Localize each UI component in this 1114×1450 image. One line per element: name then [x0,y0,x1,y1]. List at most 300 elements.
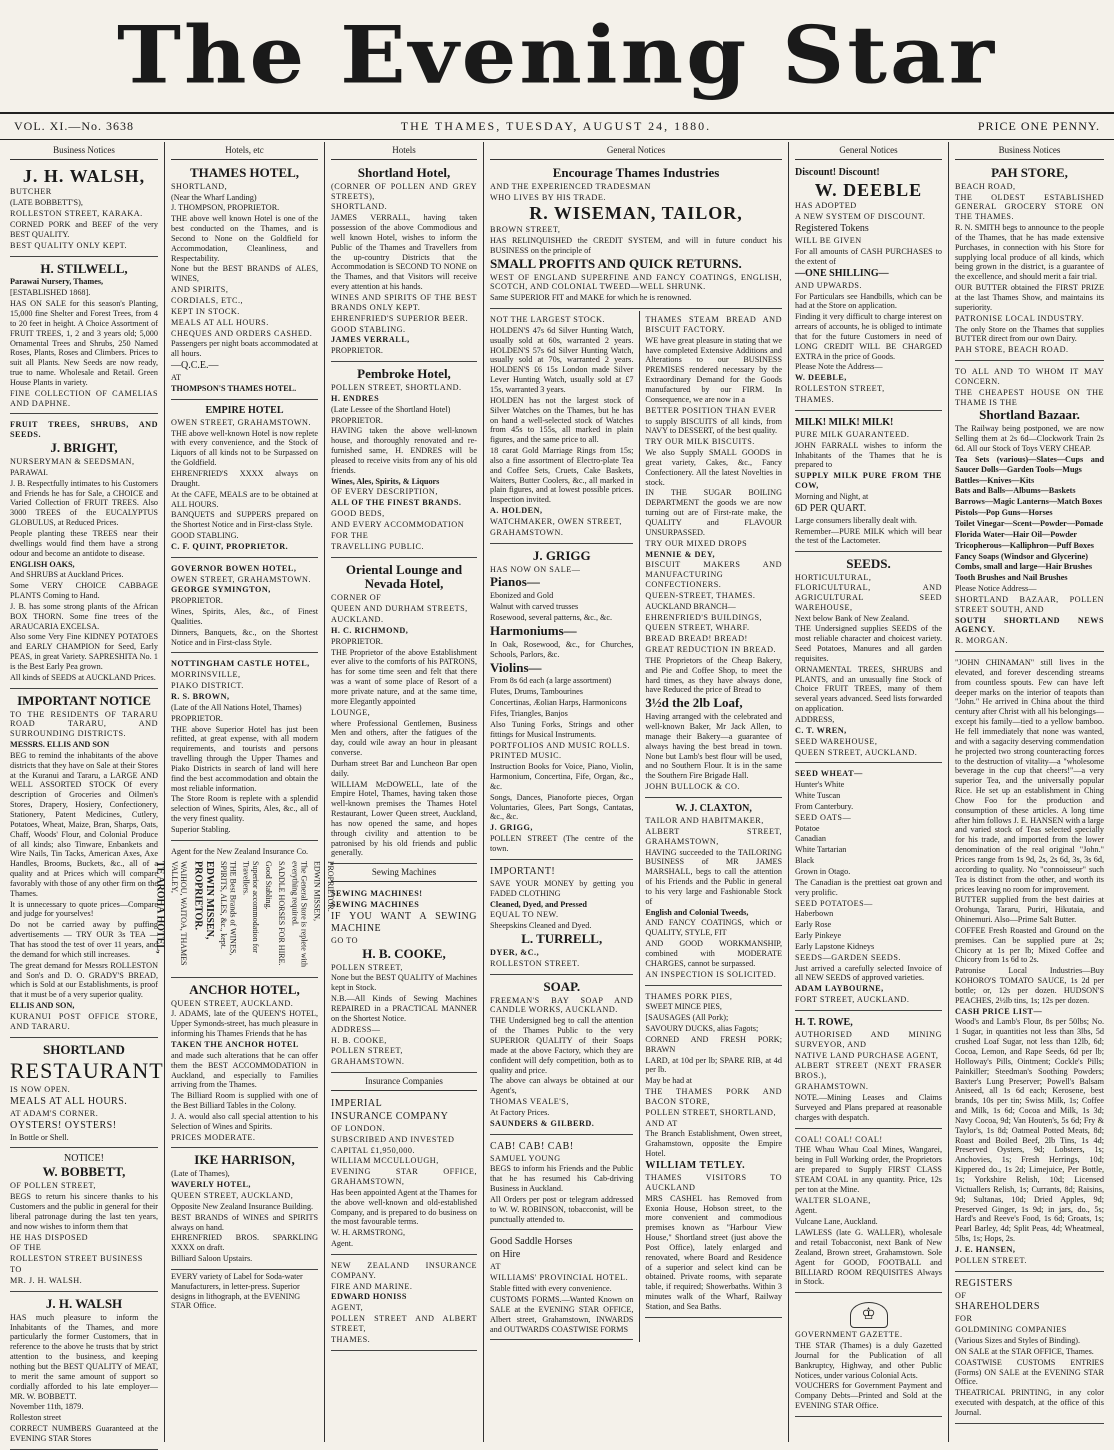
ad-line: NATIVE LAND PURCHASE AGENT, [795,1050,939,1060]
ad-pembroke-hotel [331,364,477,557]
ad-line: Next below Bank of New Zealand. [795,613,910,623]
ad-line: on Hire [490,1249,521,1261]
ad-line: SAVE YOUR MONEY by getting you FADED CLOTHING [490,878,634,898]
ad-line: None but the BEST QUALITY of Machines kept in Stock. [331,973,477,993]
ad-line: AT [171,373,182,383]
ad-title: J. H. WALSH, [22,165,146,186]
ad-line: Fifes, Triangles, Banjos [490,709,568,719]
ad-bakery [645,311,782,798]
ad-line: Please Note the Address— [795,362,883,372]
ad-line: KEPT IN STOCK. [171,306,240,316]
ad-line: AUCKLAND BRANCH— [645,601,736,611]
ad-line: SADDLE HORSES FOR HIRE. [277,860,287,966]
ad-line: POLLEN STREET (The centre of the town. [490,834,634,853]
ad-line: FOR [955,1314,973,1324]
ad-line: Having arranged with the celebrated and well-known Baker, Mr Jack Allen, to manage their Bakery—a guarantee of always having the best bread in town. None but Lamb's best flour will be used, and no Southern Flour. It is in the same the Southern Fire Brigade Hall. [645,712,782,781]
ad-line: J. E. HANSEN, [955,1244,1016,1254]
ad-line: BEGS to inform his Friends and the Public that he has resumed his Cab-driving Business in Auckland. [490,1164,634,1194]
ad-line: Violins— [490,659,542,675]
ad-title: Oriental Lounge and Nevada Hotel, [345,561,463,592]
ad-title: IMPORTANT NOTICE [17,692,151,708]
ad-line: WILLIAM TETLEY. [645,1160,746,1172]
column-heading: Hotels, etc [171,144,318,160]
ad-line: SEED OATS— [795,812,852,822]
ad-line: —ONE SHILLING— [795,267,889,279]
ad-line: 3½d the 2lb Loaf, [645,695,743,711]
ad-line: PROPRIETOR. [331,346,383,356]
ad-line: ROLLESTON STREET BUSINESS [10,1254,143,1264]
ad-title: SEEDS. [846,556,891,572]
ad-line: (Late of Thames), [171,1169,230,1179]
ad-line: MILK! MILK! MILK! [795,416,894,428]
ad-line: WILLIAM MCCULLOUGH, [331,1156,439,1166]
ad-line: THAMES STEAM BREAD AND BISCUIT FACTORY. [645,315,782,334]
ad-line: Concertinas, Æolian Harps, Harmonicons [490,698,627,708]
ad-line: OF POLLEN STREET, [10,1181,96,1191]
ad-line: PORTFOLIOS AND MUSIC ROLLS. [490,740,630,750]
ad-line: BANQUETS and SUPPERS prepared on the Shortest Notice and in First-class Style. [171,510,318,530]
ad-line: (CORNER OF POLLEN AND GREY STREETS), [331,181,477,201]
ad-line: HAVING succeeded to the TAILORING BUSINESS of MR JAMES MARSHALL, begs to call the attention of his Friends and the Public in general to his very large and Fashionable Stock of [645,847,782,906]
ad-line: Remember—PURE MILK which will bear the test of the Lactometer. [795,526,942,546]
ad-line: SAVOURY DUCKS, alias Fagots; [645,1024,759,1034]
ad-line: Agent. [331,1239,354,1249]
ad-line: CORNED AND FRESH PORK; BRAWN [645,1034,782,1054]
ad-line: CORDIALS, ETC., [171,296,244,306]
ad-line: HAVING taken the above well-known house, and thoroughly renovated and re-furnished same, H. ENDRES will be pleased to receive visits from any of his old friends. [331,426,477,475]
ad-line: In Bottle or Shell. [10,1132,69,1142]
ad-line: HAS ADOPTED [795,201,857,211]
ad-line: —Q.C.E.— [171,360,219,372]
ad-title: SOAP. [543,978,581,994]
ad-line: From Canterbury. [795,801,854,811]
ad-line: AND THE EXPERIENCED TRADESMAN [490,181,651,191]
ad-line: IN THE SUGAR BOILING DEPARTMENT the goods we are now turning out are of First-rate make, the QUALITY and FLAVOUR UNSURPASSED. [645,488,782,537]
ad-line: White Tuscan [795,791,841,801]
ad-cab [490,1137,633,1231]
ad-title: L. TURRELL, [521,931,603,947]
ad-line: GOOD STABLING. [171,531,239,541]
ad-line: THAMES. [331,1334,371,1344]
ad-title: J. BRIGHT, [50,440,118,456]
ad-line: QUEEN AND DURHAM STREETS, [331,604,468,614]
ad-line: MEALS AT ALL HOURS. [171,317,269,327]
ad-line: Also some Very Fine KIDNEY POTATOES and EARLY CHAMPION for Seed, Early PEAS, in great Variety. SAPRESHITA No. 1 is the Best Early Pea grown. [10,632,158,671]
ad-line: R. MORGAN. [955,636,1008,646]
ad-oriental-lounge [331,560,477,865]
ad-line: FREEMAN'S BAY SOAP AND CANDLE WORKS, AUCKLAND. [490,995,634,1015]
ad-line: SEED WAREHOUSE, [795,736,878,746]
ad-line: SEEDS—GARDEN SEEDS. [795,952,901,962]
ad-line: OF [955,1290,967,1300]
ad-line: Barrows—Magic Lanterns—Match Boxes [955,497,1103,507]
ad-line: Opposite New Zealand Insurance Building. [171,1201,314,1211]
ad-line: Wines, Ales, Spirits, & Liquors [331,476,440,486]
ad-line: PRINTED MUSIC. [490,751,562,761]
ad-line: Also Tuning Forks, Strings and other fittings for Musical Instruments. [490,719,634,739]
ad-line: SHORTLAND. [331,202,388,212]
ad-line: Grown in Otago. [795,866,851,876]
ad-line: Sheepskins Cleaned and Dyed. [490,921,592,931]
ad-title: R. WISEMAN, TAILOR, [529,203,743,224]
ad-line: MORRINSVILLE, [171,670,241,680]
ad-sewing-machines [331,885,477,1073]
column-heading: General Notices [795,144,942,160]
ad-line: OYSTERS! OYSTERS! [10,1119,117,1131]
ad-line: REGISTERS [955,1277,1013,1289]
ad-line: Ebonized and Gold [490,591,554,601]
ad-line: THE OLDEST ESTABLISHED GENERAL GROCERY STORE ON THE THAMES. [955,192,1104,222]
ad-line: ELLIS AND SON, [10,1001,75,1011]
ad-line: The above can always be obtained at our Agent's, [490,1076,634,1096]
ad-line: BEST BRANDS of WINES and SPIRITS always on hand. [171,1212,318,1232]
ad-line: FORT STREET, AUCKLAND. [795,995,910,1005]
ad-line: OF THE [10,1243,42,1253]
ad-line: Patronise Local Industries—Buy KOHORO'S TOMATO SAUCE, 1s 2d per bottle; or, 12s per dozen. HUDSON'S PEACHES, 2½lb tins, 1s; 12s per dozen. [955,966,1104,1005]
ad-title: IKE HARRISON, [194,1152,295,1168]
ad-line: GOOD BEDS, [331,509,385,519]
ad-line: Do not be carried away by puffing advertisements — TRY OUR 3s TEA — That has stood the test of over 11 years, and the demand for which still increases. [10,920,158,959]
ad-line: H. C. RICHMOND, [331,625,409,635]
column-3 [325,142,484,1442]
ad-line: J. A. would also call special attention to his Selection of Wines and Spirits. [171,1111,318,1131]
ad-line: THE Proprietors of the Cheap Bakery, and Pie and Coffee Shop, to meet the hard times, as they have always done, have Reduced the price of Bread to [645,655,782,695]
ad-line: WHO LIVES BY HIS TRADE. [490,192,606,202]
ad-line: SMALL PROFITS AND QUICK RETURNS. [490,255,742,271]
column-heading: Business Notices [10,144,158,160]
ad-line: WALTER SLOANE, [795,1195,871,1205]
masthead [0,0,1114,112]
ad-line: [ESTABLISHED 1868]. [10,288,91,298]
ad-line: Parawai Nursery, Thames, [10,277,104,287]
ad-line: SEED POTATOES— [795,898,873,908]
ad-title: EMPIRE HOTEL [205,404,284,416]
ad-line: Early Pinkeye [795,931,842,941]
ad-nz-insurance [331,1257,477,1351]
ad-claxton [645,800,782,986]
ad-line: Dinners, Banquets, &c., on the Shortest Notice and in First-class Style. [171,627,318,647]
ad-line: MR. J. H. WALSH. [10,1275,83,1285]
ad-saddle-horses [490,1232,633,1340]
ad-line: Finding it very difficult to charge interest on arrears of accounts, he is obliged to intimate that for the future Customers in need of LONG CREDIT WILL BE CHARGED EXTRA in the price of Goods. [795,312,942,361]
ad-line: LAWLESS (late G. WALLER), wholesale and retail Tobacconist, next Bank of New Zealand, Brown street, Grahamstown. Sole Agent for GOOD, FOOTBALL and BILLIARD ROOM REQUISITES Always in Stock. [795,1228,942,1287]
column-1 [4,142,165,1442]
ad-line: HE HAS DISPOSED [10,1232,89,1242]
ad-line: GEORGE SYMINGTON, [171,585,271,595]
ad-anchor-hotel [171,980,318,1149]
ad-line: THE THAMES PORK AND BACON STORE, [645,1087,782,1106]
ad-line: Potatoe [795,823,820,833]
ad-line: From 8s 6d each (a large assortment) [490,676,612,686]
ad-line: Good Saddle Horses [490,1236,573,1248]
ad-line: NOTICE! [64,1153,104,1165]
ad-line: Toilet Vinegar—Scent—Powder—Pomade [955,518,1104,528]
ad-line: TAILOR AND HABITMAKER, [645,816,764,826]
ad-te-aroha [154,843,335,978]
ad-line: LOUNGE, [331,707,371,717]
ad-line: The Branch Establishment, Owen street, Grahamstown, opposite the Empire Hotel. [645,1129,782,1159]
ad-line: White Tartarian [795,845,847,855]
ad-line: 6D PER QUART. [795,502,867,514]
ad-line: Durham street Bar and Luncheon Bar open daily. [331,758,477,778]
ad-title: RESTAURANT [10,1057,164,1083]
ad-line: EDWIN MISSEN, [312,860,322,921]
column-heading: Hotels [331,144,477,160]
ad-line: POLLEN STREET, SHORTLAND. [331,383,462,393]
ad-title: PAH STORE, [991,164,1068,180]
ad-line: Some VERY CHOICE CABBAGE PLANTS Coming to Hand. [10,581,158,601]
ad-line: J. B. has some strong plants of the African BOX THORN. Some fine trees of the ARAUCARIA EXCELSA. [10,601,158,631]
ad-coal [795,1131,942,1294]
ad-line: CORNED PORK and BEEF of the very BEST QUALITY. [10,220,158,239]
ad-line: COFFEE Fresh Roasted and Ground on the premises. Can be supplied pure at 2s; Chicory at 1s per lb; Mixed Coffee and Chicory from 1s 6d to 2s. [955,925,1104,965]
ad-line: GREAT REDUCTION IN BREAD. [645,645,777,655]
ad-stilwell [10,259,158,415]
ad-line: PATRONISE LOCAL INDUSTRY. [955,313,1084,323]
ad-line: November 11th, 1879. [10,1402,84,1412]
ad-line: And SHRUBS at Auckland Prices. [10,570,124,580]
ad-line: FINE COLLECTION OF CAMELIAS AND DAPHNE. [10,388,158,408]
ad-rowe [795,1013,942,1129]
ad-line: QUEEN STREET, WHARF. [645,623,750,633]
ad-line: POLLEN STREET, SHORTLAND, [645,1107,776,1117]
ad-line: N.B.—All Kinds of Sewing Machines REPAIRED in a PRACTICAL MANNER on the Shortest Notice. [331,994,477,1023]
ad-line: ALBERT STREET, GRAHAMSTOWN, [645,826,782,846]
ad-line: AND AT [645,1118,678,1128]
ad-line: BREAD BREAD! BREAD! [645,634,748,644]
ad-line: ADDRESS— [331,1024,381,1034]
ad-line: OWEN STREET, GRAHAMSTOWN. [171,574,312,584]
ad-line: THAMES PORK PIES, [645,991,733,1001]
ad-line: JAMES VERRALL, having taken possession of the above Commodious and well known Hotel, wishes to inform the Public of the Thames and Travellers from the up-country Districts that the Accommodation is SECOND TO NONE on the Thames, and that Visitors will receive every attention at his hands. [331,213,477,292]
ad-line: TO THE RESIDENTS OF TARARU ROAD TARARU, AND SURROUNDING DISTRICTS. [10,709,158,739]
ad-line: (Late Lessee of the Shortland Hotel) [331,404,451,414]
ad-line: AT [490,1262,502,1272]
ad-line: INSURANCE COMPANY [331,1110,449,1122]
ad-line: DYER, &C., [490,947,540,957]
ad-line: BROWN STREET, [490,225,561,235]
ad-line: Registered Tokens [795,223,869,235]
ad-line: BISCUIT MAKERS AND MANUFACTURING CONFECTIONERS. [645,560,782,590]
ad-line: SWEET MINCE PIES, [645,1002,722,1012]
ad-title: Shortland Hotel, [357,164,451,180]
sub-column-right [639,311,782,1342]
ad-line: A. HOLDEN, [490,506,543,516]
royal-crest-icon: ♔ [850,1302,888,1328]
ad-line: BEACH ROAD, [955,181,1016,191]
ad-line: Billiard Saloon Upstairs. [171,1254,253,1264]
ad-turrell [490,862,633,975]
column-5 [789,142,949,1442]
ad-title: H. B. COOKE, [362,945,446,961]
ad-line: Superior Stabling. [171,824,231,834]
ad-line: NOT THE LARGEST STOCK. [490,315,606,325]
ad-line: Instruction Books for Voice, Piano, Violin, Harmonium, Concertina, Fife, Organ, &c., &c. [490,762,634,791]
ad-line: ROLLESTON STREET, [795,384,885,394]
ad-line: The great demand for Messrs ROLLESTON and Son's and D. O. GRADY'S BREAD, which is Sold at our Establishments, is proof that it must be of a very superior quality. [10,960,158,1000]
ad-line: THOMPSON'S THAMES HOTEL. [171,383,297,393]
ad-line: IMPORTANT! [490,865,556,877]
sub-column-left [490,311,633,1342]
ad-hansen [955,654,1104,1271]
ad-line: PROPRIETOR. [171,713,223,723]
ad-line: to supply BISCUITS of all kinds, from NAVY to DESSERT, of the best quality. [645,416,782,436]
ad-line: BETTER POSITION THAN EVER [645,405,777,415]
ad-line: SOUTH SHORTLAND NEWS AGENCY. [955,615,1104,635]
ad-line: Early Rose [795,920,832,930]
ad-line: R. S. BROWN, [171,692,230,702]
ad-line: GRAHAMSTOWN. [795,1082,869,1092]
ad-line: HOLDEN has not the largest stock of Silver Watches on the Thames, but he has on hand a well-selected stock of Watches from 45s to 155s, all marked in plain figures, and the same price to all. [490,395,634,445]
ad-line: THE Proprietor of the above Establishment ever alive to the comforts of his PATRONS, has for some time seen and felt that there was a want of some place of Resort of a more private nature, and at the same time, more Elegantly appointed [331,647,477,706]
ad-line: THAMES. [795,394,835,404]
ad-line: COASTWISE CUSTOMS ENTRIES (Forms) ON SALE at the EVENING STAR Office. [955,1357,1104,1387]
ad-line: May be had at [645,1076,693,1086]
ad-line: For all amounts of CASH PURCHASES to the extent of [795,247,942,266]
ad-title: J. GRIGG [532,547,591,563]
ad-title: Pembroke Hotel, [357,366,451,382]
ad-shortland-hotel [331,163,477,362]
ad-line: THE Undersigned supplies SEEDS of the most reliable character and choicest variety. Seed Potatoes, Manures and all garden requisites. [795,624,942,663]
ad-line: THAMES VISITORS TO AUCKLAND [645,1173,782,1192]
ad-line: Haberbown [795,909,834,919]
ad-line: THE STAR (Thames) is a duly Gazetted Journal for the Publication of all Bankruptcy, Highway, and other Public Notices, under various Colonial Acts. [795,1341,942,1380]
sub-columns [490,311,782,1342]
ad-line: AND FANCY COATINGS, which or QUALITY, STYLE, FIT [645,918,782,938]
ad-line: CORRECT NUMBERS Guaranteed at the EVENING STAR Stores [10,1424,158,1443]
ad-line: Has been appointed Agent at the Thames for the above well-known and old-established Company, and is prepared to do business on the most favourable terms. [331,1187,477,1227]
ad-title: GOVERNOR BOWEN HOTEL, [171,563,297,573]
ad-line: KURANUI POST OFFICE STORE, AND TARARU. [10,1011,158,1031]
ad-line: Hunter's White [795,780,845,790]
ad-line: ADDRESS, [795,715,835,725]
ad-line: LARD, at 10d per lb; SPARE RIB, at 4d per lb. [645,1055,782,1075]
ad-line: NURSERYMAN & SEEDSMAN, [10,457,135,467]
ad-line: ENGLISH OAKS, [10,559,75,569]
ad-line: Stable fitted with every convenience. [490,1284,612,1294]
ad-line: AND EVERY ACCOMMODATION [331,519,465,529]
ad-line: J. GRIGG, [490,823,533,833]
ad-line: ADAM LAYBOURNE, [795,984,884,994]
ad-imperial-insurance [331,1094,477,1255]
ad-line: W. H. ARMSTRONG, [331,1228,406,1238]
ad-line: Pianos— [490,574,540,590]
ad-line: Early Lapstone Kidneys [795,941,875,951]
ad-line: Tricopherous—Kalliphron—Puff Boxes [955,540,1094,550]
ad-line: SUPPLY MILK PURE FROM THE COW, [795,471,942,491]
ad-line: THE above well known Hotel is one of the best conducted on the Thames, and is Second to None on the Goldfield for Accommodation, Cleanliness, and Respectability. [171,214,318,263]
ad-line: Walnut with carved trusses [490,602,579,612]
ad-line: People planting these TREES near their dwellings would find them have a strong odour and become an antidote to disease. [10,528,158,558]
ad-title: Encourage Thames Industries [552,164,720,180]
ad-line: AGENT, [331,1303,364,1313]
ad-title: J. H. WALSH [45,1295,123,1311]
ad-line: PROPRIETOR. [325,860,335,912]
ad-soap [490,977,633,1135]
ad-line: WILLIAM McDOWELL, late of the Empire Hotel, Thames, having taken those well-known premises the Thames Hotel Restaurant, Lower Queen street, Auckland, has now opened the same, and hopes through civility and attention to be patronised by his old friends and public generally. [331,779,477,858]
ad-line: SHAREHOLDERS [955,1301,1040,1313]
rotated-ad [154,860,335,969]
ad-line: Superior accommodation for Travellers. [241,860,260,953]
ad-pork-pies [645,988,782,1318]
ad-holden [490,311,633,544]
volume-number: VOL. XI.—No. 3638 [14,119,134,133]
ad-line: Combs, small and large—Hair Brushes [955,562,1093,572]
ad-line: AUTHORISED AND MINING SURVEYOR, AND [795,1029,942,1049]
ad-line: GOOD STABLING. [331,324,406,334]
column-heading: Business Notices [955,144,1104,160]
ad-line: VOUCHERS for Government Payment and Company Debts—Printed and Sold at the EVENING STAR Office. [795,1381,942,1411]
ad-line: CAPITAL £1,950,000. [331,1145,416,1155]
ad-line: The only Store on the Thames that supplies BUTTER direct from our own Dairy. [955,324,1104,344]
ad-line: Agent. [795,1206,818,1216]
ad-walsh-2 [10,1294,158,1450]
ad-line: We also Supply SMALL GOODS in great variety, Cakes, &c., Fancy Confectionery. All the latest Novelties in stock. [645,448,782,487]
ad-line: WILLIAMS' PROVINCIAL HOTEL. [490,1273,629,1283]
section-heading: Sewing Machines [331,866,477,882]
ad-line: Tooth Brushes and Nail Brushes [955,573,1068,583]
ad-line: SAMUEL YOUNG [490,1153,561,1163]
ad-line: English and Colonial Tweeds, [645,907,749,917]
ad-line: COAL! COAL! COAL! [795,1134,883,1144]
ad-line: FIRE AND MARINE. [331,1281,413,1291]
ad-empire-hotel [171,402,318,558]
ad-line: Fancy Soaps (Windsor and Glycerine) [955,551,1088,561]
ad-line: QUEEN STREET, AUCKLAND. [795,747,918,757]
ad-title: SHORTLAND [43,1041,125,1057]
ad-line: ORNAMENTAL TREES, SHRUBS and PLANTS, and an unusually fine Stock of Choice FRUIT TREES, many of them several years advanced. Seed lists forwarded on application. [795,664,942,714]
newspaper-title: The Evening Star [116,9,998,102]
ad-line: AND UPWARDS. [795,280,862,290]
ad-line: PURE MILK GUARANTEED. [795,429,910,439]
ad-line: POLLEN STREET, [331,1046,403,1056]
ad-line: Florida Water—Hair Oil—Powder [955,529,1078,539]
ad-line: WINES AND SPIRITS OF THE BEST BRANDS ONLY KEPT. [331,293,477,312]
ad-title: ANCHOR HOTEL, [189,981,300,997]
ad-line: TO [10,1265,22,1275]
ad-line: J. THOMPSON, PROPRIETOR. [171,203,280,213]
ad-pah-store [955,163,1104,361]
ad-line: AND GOOD WORKMANSHIP, combined with MODERATE CHARGES, cannot be surpassed. [645,939,782,968]
ad-line: BEG to remind the inhabitants of the above districts that they have on Sale at their Stores at the Kuranui and Tararu, a LARGE AND WELL ASSORTED STOCK Of every description of Groceries and Oilmen's Stores, Drapery, Hosiery, Confectionery, Stationery, Patent Medicines, Cutlery, Potatoes, Wheat, Maize, Bran, Sharps, Oats, Chaff, Woods' Flour, and Colonial Produce of all kinds; also Tinware, Enbankets and Wire Nails, Tin Tacks, American Axes, Axe Handles, Brooms, Buckets, &c., all of a quality and at Prices which will compare favorably with those of any other firm on the Thames. [10,750,158,898]
ad-line: The General Store is replete with everything required. [290,860,309,967]
ad-line: Harmoniums— [490,622,577,638]
section-heading: Insurance Companies [331,1075,477,1091]
ad-line: and made such alterations that he can offer them the BEST ACCOMMODATION in Auckland, and especially to Families arriving from the Thames. [171,1050,318,1090]
ad-thames-hotel [171,163,318,400]
ad-line: GOLDMINING COMPANIES [955,1325,1067,1335]
ad-line: HAS RELINQUISHED the CREDIT SYSTEM, and will in future conduct his BUSINESS on the principle of [490,235,782,255]
ad-line: HAS NOW ON SALE— [490,564,581,574]
ad-line: WAIHOU, WAITOA, THAMES VALLEY, [169,860,188,966]
ad-line: All kinds of SEEDS at AUCKLAND Prices. [10,672,156,682]
ad-line: WILL BE GIVEN [795,236,862,246]
ad-line: SEED WHEAT— [795,769,863,779]
ad-registers [955,1274,1104,1424]
ad-line: H. ENDRES [331,393,380,403]
ad-restaurant [10,1040,164,1149]
ad-line: THE Undersigned beg to call the attention of the Thames Public to the very SUPERIOR QUALITY of their Soaps made at the above Factory, which they are confident will defy competition, both as to quality and price. [490,1016,634,1075]
ad-line: Cleaned, Dyed, and Pressed [490,899,587,909]
column-6 [949,142,1110,1442]
ad-shortland-bazaar [955,363,1104,652]
ad-bright [10,416,158,688]
ad-line: THE above Superior Hotel has just been refitted, at great expense, with all modern requirements, and tourists and persons travelling through the Upper Thames and Piako Districts in search of land will here find the best accommodation and obtain the most reliable information. [171,724,318,793]
ad-line: H. T. ROWE, [795,1016,853,1028]
ad-line: BUTTER supplied from the best dairies at Orohunga, Tararu, Puriri, Hikutaia, and Ohinemuri. Also—Prime Salt Butter. [955,895,1104,925]
ad-line: POLLEN STREET AND ALBERT STREET, [331,1314,477,1334]
issue-date: THE THAMES, TUESDAY, AUGUST 24, 1880. [400,119,712,133]
